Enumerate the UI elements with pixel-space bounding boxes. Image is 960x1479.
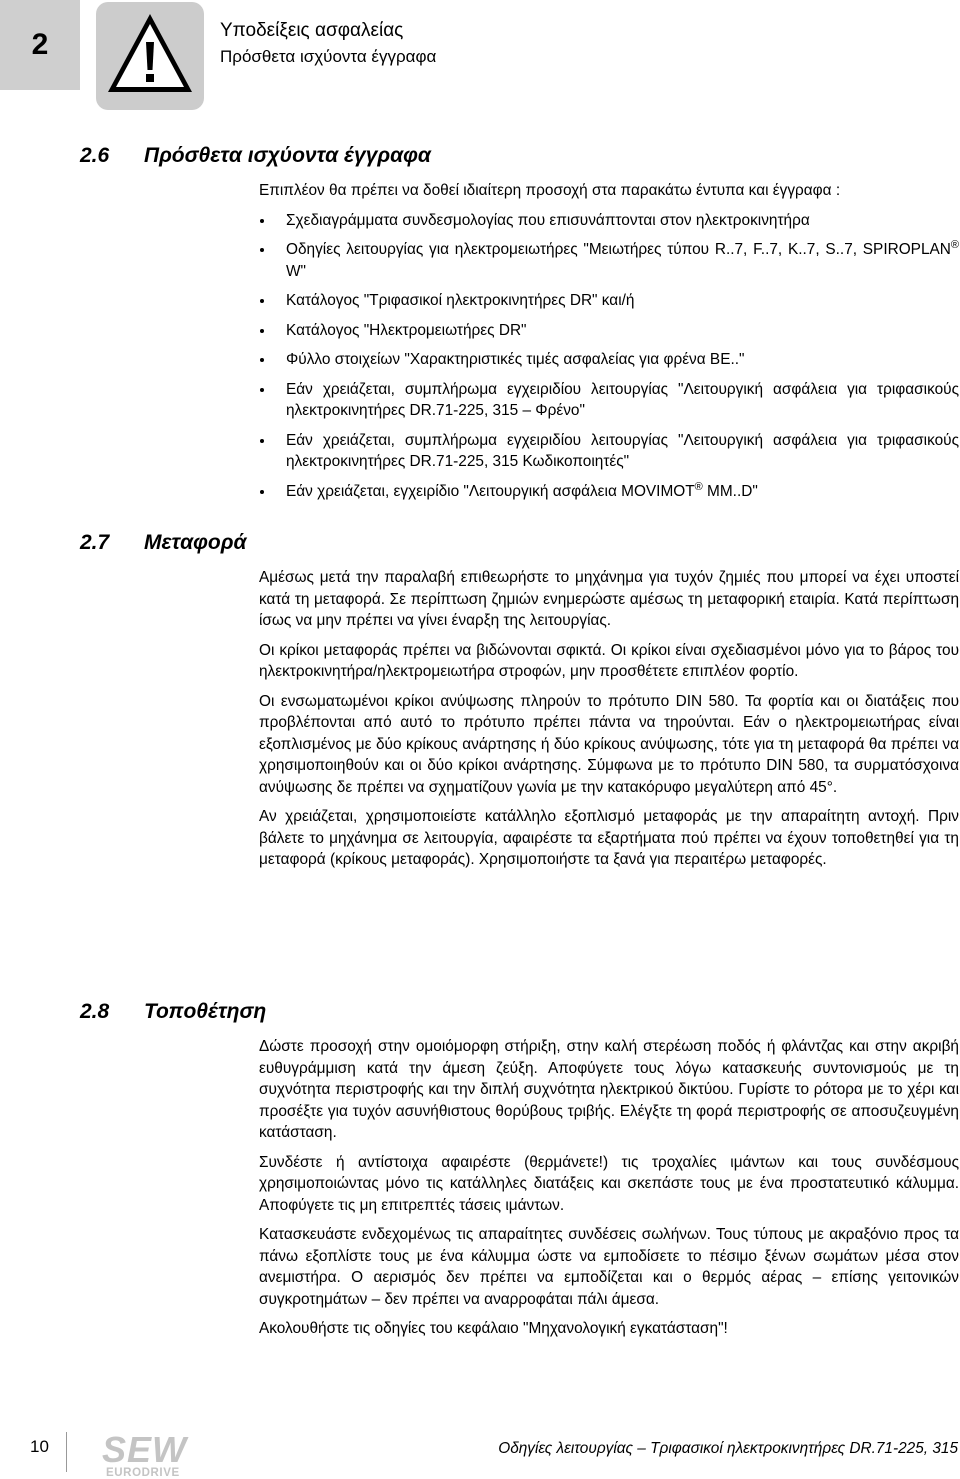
section-2-7-body: [259, 567, 959, 871]
svg-text:EURODRIVE: EURODRIVE: [106, 1467, 180, 1478]
section-title: Πρόσθετα ισχύοντα έγγραφα: [144, 144, 431, 167]
svg-text:SEW: SEW: [102, 1430, 188, 1470]
intro-text: Επιπλέον θα πρέπει να δοθεί ιδιαίτερη προσοχή στα παρακάτω έντυπα και έγγραφα :: [259, 182, 841, 199]
list-item: Οδηγίες λειτουργίας για ηλεκτρομειωτήρες "Μειωτήρες τύπου R..7, F..7, K..7, S..7, SPIROPLAN® W": [259, 239, 959, 282]
list-item: Εάν χρειάζεται, συμπλήρωμα εγχειριδίου λειτουργίας "Λειτουργική ασφάλεια για τριφασικούς ηλεκτροκινητήρες DR.71-225, 315 – Φρένο": [259, 379, 959, 422]
header-subtitle: Πρόσθετα ισχύοντα έγγραφα: [220, 47, 437, 66]
list-item: Σχεδιαγράμματα συνδεσμολογίας που επισυνάπτονται στον ηλεκτροκινητήρα: [259, 210, 959, 232]
chapter-number: 2: [31, 28, 49, 61]
list-item: Εάν χρειάζεται, εγχειρίδιο "Λειτουργική ασφάλεια MOVIMOT® MM..D": [259, 481, 959, 503]
paragraph: Κατασκευάστε ενδεχομένως τις απαραίτητες συνδέσεις σωλήνων. Τους τύπους με ακραξόνιο προς τα πάνω εξοπλίστε τους με ένα κάλυμμα ώστε να εμποδίσετε το πέσιμο ξένων σωμάτων μέσα στον ανεμιστήρα. Ο αερισμός δεν πρέπει να εμποδίζεται και ο θερμός αέρας – επίσης γειτονικών συγκροτημάτων – δεν πρέπει να αναρροφάται πάλι άμεσα.: [259, 1226, 959, 1308]
section-heading-2-6: [80, 144, 431, 168]
chapter-tab: [0, 0, 80, 90]
paragraph: Οι κρίκοι μεταφοράς πρέπει να βιδώνονται σφικτά. Οι κρίκοι είναι σχεδιασμένοι μόνο για το βάρος του ηλεκτροκινητήρα/ηλεκτρομειωτήρα στροφών, μην προσθέτετε επιπλέον φορτίο.: [259, 641, 959, 680]
list-item: Κατάλογος "Τριφασικοί ηλεκτροκινητήρες DR" και/ή: [259, 290, 959, 312]
paragraph: Ακολουθήστε τις οδηγίες του κεφάλαιο "Μηχανολογική εγκατάσταση"!: [259, 1320, 728, 1337]
section-2-6-body: [259, 180, 959, 502]
section-number: 2.7: [80, 531, 110, 554]
section-heading-2-7: [80, 531, 247, 555]
section-title: Τοποθέτηση: [144, 1000, 267, 1023]
document-list: [259, 210, 959, 503]
page-number: 10: [30, 1437, 49, 1456]
header-title: Υποδείξεις ασφαλείας: [220, 20, 404, 41]
list-item: Εάν χρειάζεται, συμπλήρωμα εγχειριδίου λειτουργίας "Λειτουργική ασφάλεια για τριφασικούς ηλεκτροκινητήρες DR.71-225, 315 Κωδικοποιητές": [259, 430, 959, 473]
registered-mark: ®: [950, 238, 959, 251]
warning-triangle-icon: [104, 8, 196, 100]
paragraph: Αμέσως μετά την παραλαβή επιθεωρήστε το μηχάνημα για τυχόν ζημιές που μπορεί να έχει υποστεί κατά τη μεταφορά. Σε περίπτωση ζημιών ενημερώστε αμέσως τη μεταφορική εταιρία. Κατά περίπτωση ίσως να μην πρέπει να γίνει έναρξη της λειτουργίας.: [259, 569, 959, 629]
sew-eurodrive-logo: [100, 1430, 210, 1478]
paragraph: Οι ενσωματωμένοι κρίκοι ανύψωσης πληρούν το πρότυπο DIN 580. Τα φορτία και οι διατάξεις που προβλέπονται από αυτό το πρότυπο πρέπει πάντα να τηρούνται. Εάν ο ηλεκτρομειωτήρας είναι εξοπλισμένος με δύο κρίκους ανάρτησης ή δύο κρίκους ανύψωσης, τότε για τη μεταφορά θα πρέπει να χρησιμοποιηθούν και οι δύο κρίκοι ανάρτησης. Σύμφωνα με το πρότυπο DIN 580, τα συρματόσχοινα ανύψωσης δε πρέπει να σχηματίζουν γωνία με την κατακόρυφο μεγαλύτερη από 45°.: [259, 692, 959, 796]
section-title: Μεταφορά: [144, 531, 247, 554]
paragraph: Δώστε προσοχή στην ομοιόμορφη στήριξη, στην καλή στερέωση ποδός ή φλάντζας και στην ακριβή ευθυγράμμιση κατά την άμεση ζεύξη. Αποφύγετε τους λόγω κατασκευής συντονισμούς με τη συχνότητα περιστροφής και την διπλή συχνότητα ηλεκτρικού δικτύου. Γυρίστε το ρότορα με το χέρι και προσέξτε για τυχόν ασυνήθιστους θορύβους τριβής. Ελέγξτε τη φορά περιστροφής σε αποσυζευγμένη κατάσταση.: [259, 1038, 959, 1141]
list-item: Κατάλογος "Ηλεκτρομειωτήρες DR": [259, 320, 959, 342]
footer-divider: [66, 1432, 67, 1472]
footer-document-title: Οδηγίες λειτουργίας – Τριφασικοί ηλεκτροκινητήρες DR.71-225, 315: [498, 1440, 958, 1457]
registered-mark: ®: [694, 480, 703, 493]
section-2-8-body: [259, 1036, 959, 1340]
section-number: 2.6: [80, 144, 110, 167]
section-number: 2.8: [80, 1000, 110, 1023]
paragraph: Συνδέστε ή αντίστοιχα αφαιρέστε (θερμάνετε!) τις τροχαλίες ιμάντων και τους συνδέσμους χρησιμοποιώντας μόνο τις κατάλληλες διατάξεις και σκεπάστε τους με ένα προστατευτικό κάλυμμα. Αποφύγετε τις μη επιτρεπτές τάσεις ιμάντων.: [259, 1153, 959, 1214]
paragraph: Αν χρειάζεται, χρησιμοποιείστε κατάλληλο εξοπλισμό μεταφοράς με την απαραίτητη αντοχή. Πριν βάλετε το μηχάνημα σε λειτουργία, αφαιρέστε τα εξαρτήματα πού πρέπει να έχουν τοποθετηθεί για τη μεταφορά (κρίκους μεταφοράς). Χρησιμοποιήστε τα ξανά για περαιτέρω μεταφορές.: [259, 808, 959, 868]
section-heading-2-8: [80, 1000, 266, 1024]
warning-box: [96, 2, 204, 110]
list-item: Φύλλο στοιχείων "Χαρακτηριστικές τιμές ασφαλείας για φρένα BE..": [259, 349, 959, 371]
